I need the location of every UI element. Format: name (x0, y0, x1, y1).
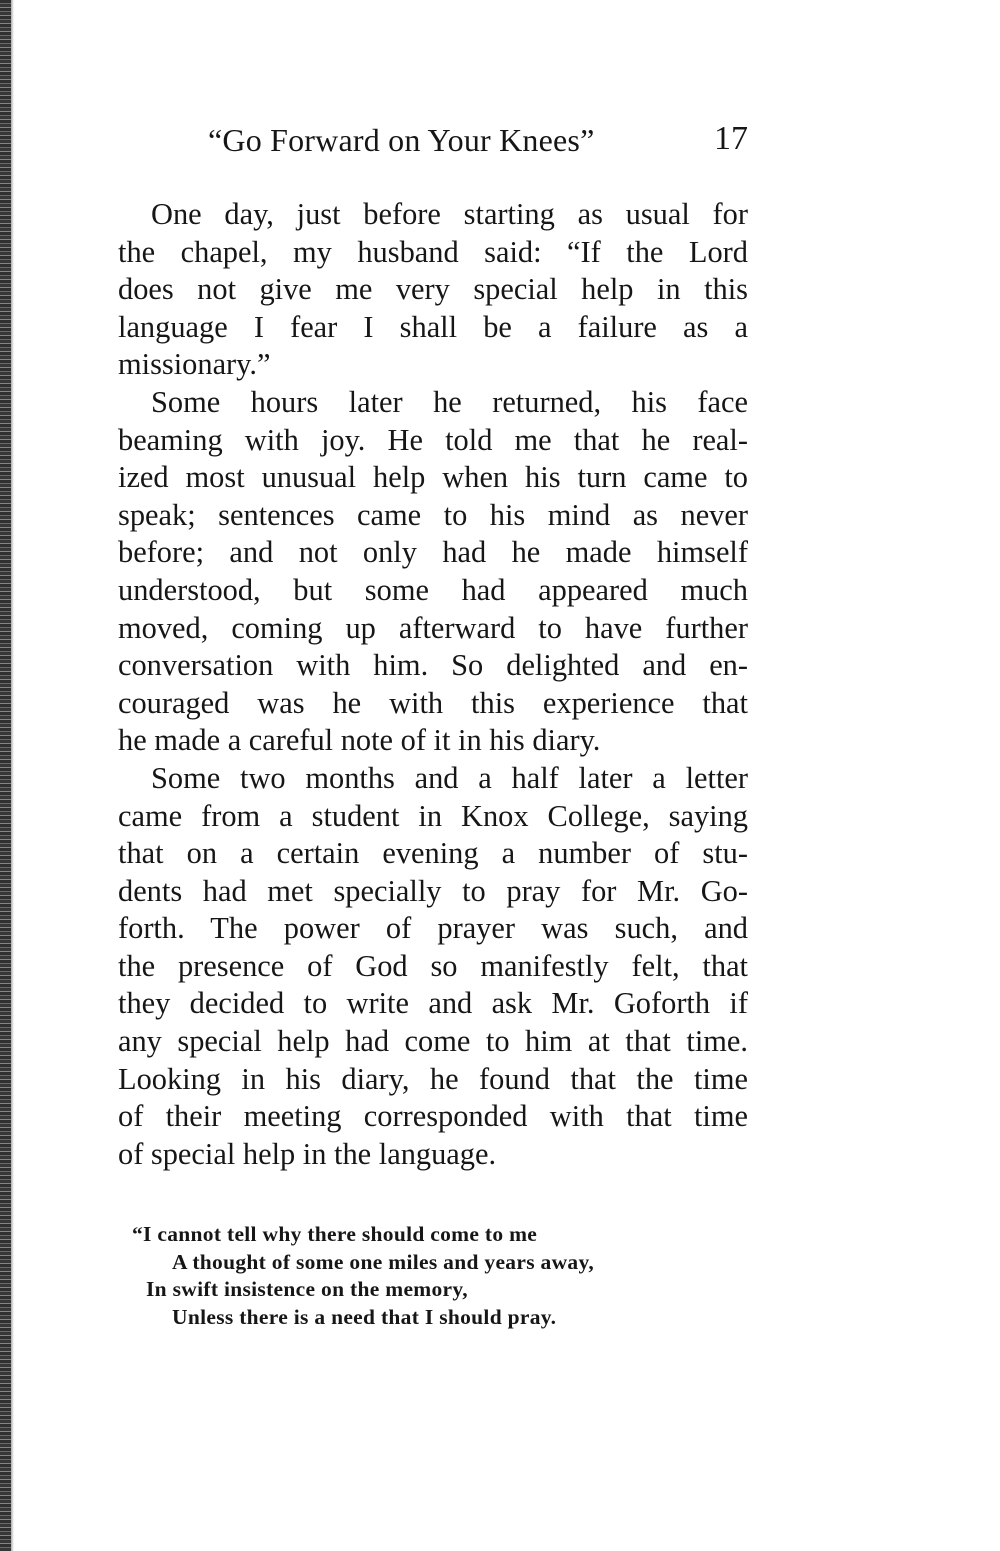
text-line: moved, coming up afterward to have further (118, 610, 748, 645)
poem-line: “I cannot tell why there should come to me (132, 1222, 538, 1247)
text-line: Some two months and a half later a letter (151, 760, 748, 795)
text-line: understood, but some had appeared much (118, 572, 748, 607)
text-line: dents had met specially to pray for Mr. Go- (118, 873, 748, 908)
text-line: the chapel, my husband said: “If the Lord (118, 234, 748, 269)
text-line: beaming with joy. He told me that he real- (118, 422, 748, 457)
text-line: does not give me very special help in this (118, 272, 748, 307)
text-line: conversation with him. So delighted and en- (118, 648, 748, 683)
text-line: ized most unusual help when his turn came to (118, 460, 748, 495)
text-line: of special help in the language. (118, 1136, 497, 1171)
text-line: Looking in his diary, he found that the time (118, 1061, 748, 1096)
book-page (118, 118, 748, 1331)
text-line: forth. The power of prayer was such, and (118, 911, 748, 946)
text-line: couraged was he with this experience that (118, 685, 748, 720)
paragraph-3 (118, 760, 748, 1174)
binding-edge (0, 0, 11, 1551)
poem-line: Unless there is a need that I should pray. (172, 1304, 557, 1329)
text-line: any special help had come to him at that time. (118, 1024, 748, 1059)
running-title: “Go Forward on Your Knees” (208, 122, 595, 158)
text-line: language I fear I shall be a failure as a (118, 309, 748, 344)
text-line: before; and not only had he made himself (118, 535, 748, 570)
paragraph-2 (118, 384, 748, 760)
text-line: the presence of God so manifestly felt, that (118, 948, 748, 983)
text-line: they decided to write and ask Mr. Goforth if (118, 986, 748, 1021)
text-line: One day, just before starting as usual for (151, 197, 748, 231)
text-line: of their meeting corresponded with that time (118, 1099, 748, 1134)
text-line: Some hours later he returned, his face (151, 384, 748, 419)
body-text (118, 196, 748, 1173)
poem-line: A thought of some one miles and years away, (172, 1249, 595, 1274)
poem-line: In swift insistence on the memory, (146, 1277, 468, 1302)
text-line: he made a careful note of it in his diary. (118, 723, 601, 758)
text-line: speak; sentences came to his mind as never (118, 497, 748, 532)
page-number: 17 (714, 120, 748, 157)
paragraph-1 (118, 196, 748, 384)
text-line: that on a certain evening a number of stu- (118, 836, 748, 871)
poem-quote (132, 1221, 748, 1331)
text-line: missionary.” (118, 347, 271, 382)
running-head (118, 118, 748, 178)
text-line: came from a student in Knox College, saying (118, 798, 748, 833)
